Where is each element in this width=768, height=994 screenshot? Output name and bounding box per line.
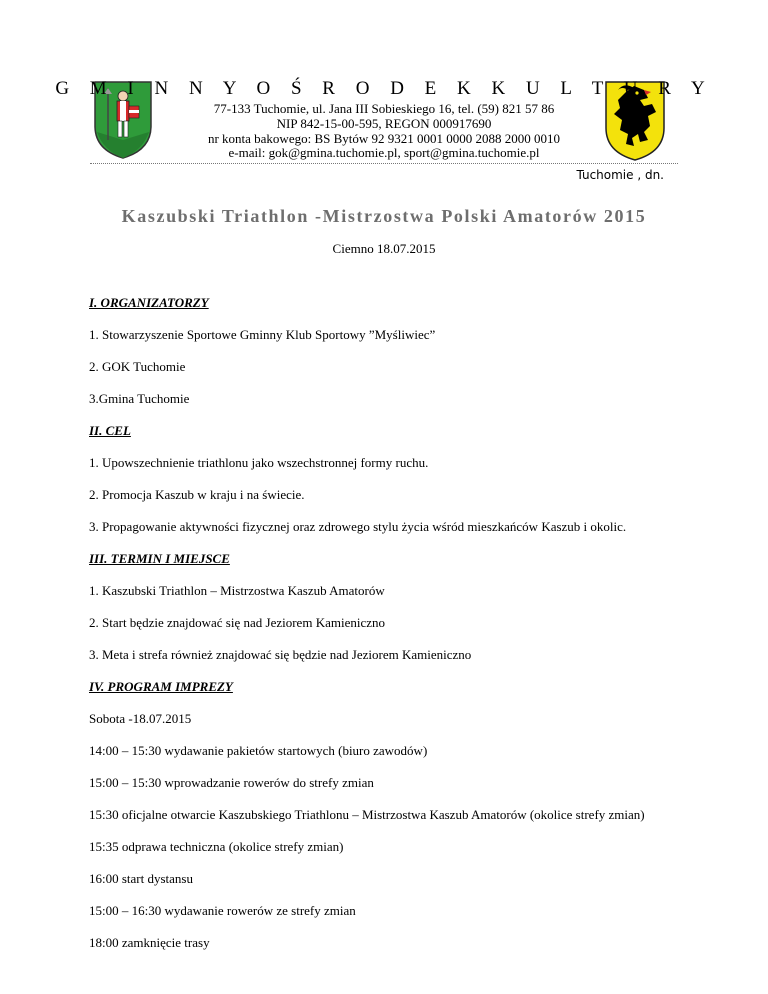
body-line: 1. Upowszechnienie triathlonu jako wszechstronnej formy ruchu. — [89, 455, 429, 470]
organization-emails: e-mail: gok@gmina.tuchomie.pl, sport@gmina.tuchomie.pl — [228, 145, 540, 160]
body-line: 3. Meta i strefa również znajdować się będzie nad Jeziorem Kamieniczno — [89, 647, 472, 662]
organization-tax-ids: NIP 842-15-00-595, REGON 000917690 — [276, 116, 492, 131]
body-line: 2. Start będzie znajdować się nad Jeziorem Kamieniczno — [89, 615, 385, 630]
body-line: 15:30 oficjalne otwarcie Kaszubskiego Triathlonu – Mistrzostwa Kaszub Amatorów (okolice strefy zmian) — [89, 807, 645, 822]
body-line: 1. Stowarzyszenie Sportowe Gminny Klub Sportowy ”Myśliwiec” — [89, 327, 436, 342]
section-heading: I. ORGANIZATORZY — [89, 295, 209, 310]
document-title: Kaszubski Triathlon -Mistrzostwa Polski Amatorów 2015 — [121, 206, 647, 226]
organization-bank-account: nr konta bakowego: BS Bytów 92 9321 0001 0000 2088 2000 0010 — [207, 131, 561, 146]
event-date-line: Ciemno 18.07.2015 — [332, 241, 436, 256]
document-body — [89, 295, 689, 967]
organization-name: G M I N N Y O Ś R O D E K K U L T U R Y — [55, 78, 713, 99]
body-line: 3. Propagowanie aktywności fizycznej oraz zdrowego stylu życia wśród mieszkańców Kaszub i okolic. — [89, 519, 627, 534]
section-heading: III. TERMIN I MIEJSCE — [89, 551, 230, 566]
body-line: 2. GOK Tuchomie — [89, 359, 186, 374]
body-line: 18:00 zamknięcie trasy — [89, 935, 210, 950]
body-line: 14:00 – 15:30 wydawanie pakietów startowych (biuro zawodów) — [89, 743, 428, 758]
header-divider — [90, 163, 678, 164]
place-date: Tuchomie , dn. — [576, 168, 664, 182]
section-heading: II. CEL — [89, 423, 131, 438]
body-line: 15:00 – 15:30 wprowadzanie rowerów do strefy zmian — [89, 775, 374, 790]
body-line: Sobota -18.07.2015 — [89, 711, 192, 726]
body-line: 1. Kaszubski Triathlon – Mistrzostwa Kaszub Amatorów — [89, 583, 385, 598]
body-line: 15:00 – 16:30 wydawanie rowerów ze strefy zmian — [89, 903, 356, 918]
organization-address: 77-133 Tuchomie, ul. Jana III Sobieskiego 16, tel. (59) 821 57 86 — [213, 101, 555, 116]
body-line: 2. Promocja Kaszub w kraju i na świecie. — [89, 487, 305, 502]
section-heading: IV. PROGRAM IMPREZY — [89, 679, 233, 694]
body-line: 16:00 start dystansu — [89, 871, 193, 886]
body-line: 3.Gmina Tuchomie — [89, 391, 190, 406]
body-line: 15:35 odprawa techniczna (okolice strefy zmian) — [89, 839, 344, 854]
